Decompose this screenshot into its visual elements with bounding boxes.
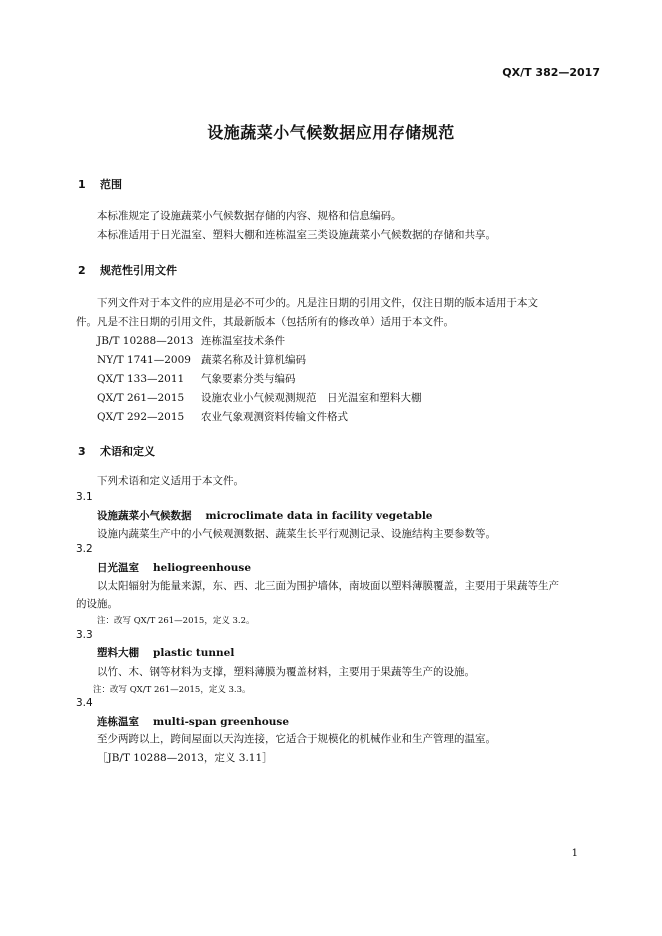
document-title: 设施蔬菜小气候数据应用存储规范 bbox=[207, 123, 455, 142]
term-heading bbox=[97, 560, 251, 575]
reference-code: JB/T 10288—2013 bbox=[97, 335, 194, 347]
reference-item bbox=[97, 371, 296, 386]
section-1-heading bbox=[78, 176, 122, 192]
term-source: ［JB/T 10288—2013，定义 3.11］ bbox=[97, 752, 273, 764]
section-2-heading bbox=[78, 262, 177, 278]
term-number: 3.2 bbox=[76, 543, 93, 555]
term-number: 3.4 bbox=[76, 697, 93, 709]
reference-title: 农业气象观测资料传输文件格式 bbox=[201, 411, 348, 423]
term-definition: 的设施。 bbox=[76, 598, 118, 610]
term-definition: 至少两跨以上，跨间屋面以天沟连接，它适合于规模化的机械作业和生产管理的温室。 bbox=[97, 733, 496, 745]
term-heading bbox=[97, 645, 234, 660]
term-number: 3.3 bbox=[76, 629, 93, 641]
reference-title: 设施农业小气候观测规范 日光温室和塑料大棚 bbox=[201, 392, 422, 404]
term-name-en: multi-span greenhouse bbox=[153, 716, 290, 728]
term-definition: 以竹、木、钢等材料为支撑，塑料薄膜为覆盖材料，主要用于果蔬等生产的设施。 bbox=[97, 666, 475, 678]
reference-item bbox=[97, 390, 422, 405]
page-number: 1 bbox=[571, 848, 578, 859]
term-name-en: heliogreenhouse bbox=[153, 562, 252, 574]
reference-code: QX/T 261—2015 bbox=[97, 392, 185, 404]
term-number: 3.1 bbox=[76, 491, 93, 503]
reference-item bbox=[97, 409, 348, 424]
paragraph: 本标准适用于日光温室、塑料大棚和连栋温室三类设施蔬菜小气候数据的存储和共享。 bbox=[97, 229, 496, 241]
term-heading bbox=[97, 508, 433, 523]
standard-code: QX/T 382—2017 bbox=[502, 66, 600, 79]
paragraph: 下列文件对于本文件的应用是必不可少的。凡是注日期的引用文件，仅注日期的版本适用于本文 bbox=[97, 297, 538, 309]
paragraph: 下列术语和定义适用于本文件。 bbox=[97, 475, 244, 487]
reference-title: 连栋温室技术条件 bbox=[201, 335, 285, 347]
term-definition: 设施内蔬菜生产中的小气候观测数据、蔬菜生长平行观测记录、设施结构主要参数等。 bbox=[97, 528, 496, 540]
reference-code: QX/T 292—2015 bbox=[97, 411, 185, 423]
reference-code: QX/T 133—2011 bbox=[97, 373, 185, 385]
term-name-zh: 塑料大棚 bbox=[97, 647, 139, 659]
reference-title: 气象要素分类与编码 bbox=[201, 373, 296, 385]
section-number: 2 bbox=[78, 264, 86, 277]
reference-title: 蔬菜名称及计算机编码 bbox=[201, 354, 306, 366]
term-definition: 以太阳辐射为能量来源，东、西、北三面为围护墙体，南坡面以塑料薄膜覆盖，主要用于果蔬等生产 bbox=[97, 580, 559, 592]
section-title: 规范性引用文件 bbox=[100, 264, 177, 277]
term-name-en: plastic tunnel bbox=[153, 647, 235, 659]
paragraph: 件。凡是不注日期的引用文件，其最新版本（包括所有的修改单）适用于本文件。 bbox=[76, 316, 454, 328]
section-3-heading bbox=[78, 443, 155, 459]
section-number: 3 bbox=[78, 445, 86, 458]
reference-item bbox=[97, 352, 306, 367]
section-title: 范围 bbox=[100, 178, 122, 191]
term-heading bbox=[97, 714, 289, 729]
term-note: 注：改写 QX/T 261—2015，定义 3.2。 bbox=[97, 616, 255, 626]
term-note: 注：改写 QX/T 261—2015，定义 3.3。 bbox=[93, 685, 251, 695]
reference-item bbox=[97, 333, 285, 348]
reference-code: NY/T 1741—2009 bbox=[97, 354, 191, 366]
term-name-zh: 设施蔬菜小气候数据 bbox=[97, 510, 192, 522]
section-title: 术语和定义 bbox=[100, 445, 155, 458]
paragraph: 本标准规定了设施蔬菜小气候数据存储的内容、规格和信息编码。 bbox=[97, 210, 402, 222]
term-name-zh: 连栋温室 bbox=[97, 716, 139, 728]
section-number: 1 bbox=[78, 178, 86, 191]
term-name-en: microclimate data in facility vegetable bbox=[205, 510, 433, 522]
term-name-zh: 日光温室 bbox=[97, 562, 139, 574]
